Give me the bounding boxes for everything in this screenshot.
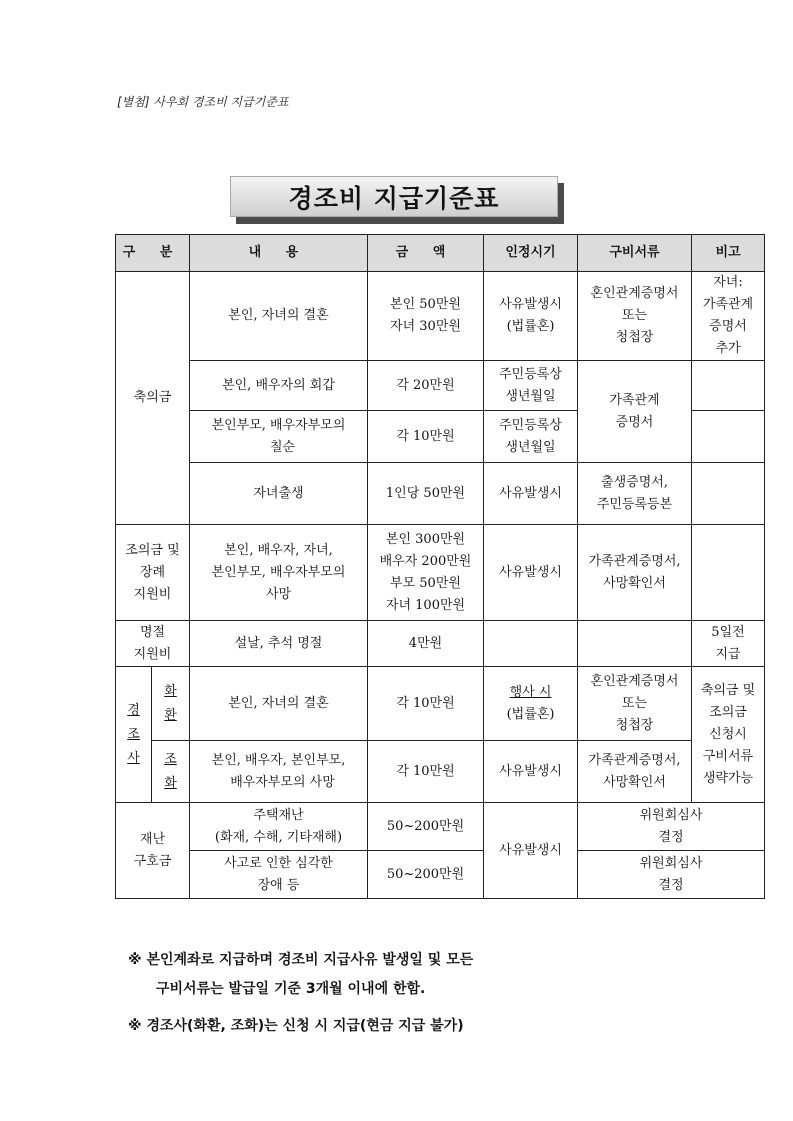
remarks-cell: 5일전 지급 <box>692 621 765 667</box>
table-row <box>116 741 765 803</box>
timing-cell: 사유발생시 <box>484 803 578 899</box>
remarks-cell <box>692 463 765 525</box>
subcategory-flower-wreath: 화 환 <box>152 667 190 741</box>
category-disaster: 재난 구호금 <box>116 803 190 899</box>
table-row <box>116 463 765 525</box>
content-cell: 본인, 자녀의 결혼 <box>190 272 368 361</box>
amount-cell: 각 20만원 <box>368 361 484 411</box>
content-cell: 본인, 자녀의 결혼 <box>190 667 368 741</box>
table-row <box>116 667 765 741</box>
footnote-line: 구비서류는 발급일 기준 3개월 이내에 한함. <box>156 981 426 997</box>
amount-cell: 4만원 <box>368 621 484 667</box>
header-amount: 금 액 <box>368 235 484 272</box>
subcategory-funeral-wreath: 조 화 <box>152 741 190 803</box>
table-row <box>116 525 765 621</box>
review-cell: 위원회심사 결정 <box>578 803 765 851</box>
footnotes <box>128 946 473 1041</box>
content-cell: 주택재난 (화재, 수해, 기타재해) <box>190 803 368 851</box>
footnote-line: ※ 경조사(화환, 조화)는 신청 시 지급(현금 지급 불가) <box>128 1018 464 1034</box>
payment-standard-table <box>115 234 765 899</box>
review-cell: 위원회심사 결정 <box>578 851 765 899</box>
table-row <box>116 851 765 899</box>
timing-cell <box>484 621 578 667</box>
timing-cell: 사유발생시 <box>484 741 578 803</box>
remarks-cell <box>692 525 765 621</box>
table-row <box>116 272 765 361</box>
header-timing: 인정시기 <box>484 235 578 272</box>
amount-cell: 50~200만원 <box>368 851 484 899</box>
category-holiday: 명절 지원비 <box>116 621 190 667</box>
remarks-cell: 축의금 및 조의금 신청시 구비서류 생략가능 <box>692 667 765 803</box>
content-cell: 본인, 배우자의 회갑 <box>190 361 368 411</box>
documents-cell: 가족관계증명서, 사망확인서 <box>578 525 692 621</box>
timing-cell: 사유발생시 (법률혼) <box>484 272 578 361</box>
amount-cell: 본인 300만원 배우자 200만원 부모 50만원 자녀 100만원 <box>368 525 484 621</box>
content-cell: 사고로 인한 심각한 장애 등 <box>190 851 368 899</box>
timing-cell: 행사 시 (법률혼) <box>484 667 578 741</box>
content-cell: 자녀출생 <box>190 463 368 525</box>
documents-cell: 가족관계 증명서 <box>578 361 692 463</box>
footnote-line: ※ 본인계좌로 지급하며 경조비 지급사유 발생일 및 모든 <box>128 952 474 968</box>
timing-cell: 사유발생시 <box>484 525 578 621</box>
remarks-cell <box>692 411 765 463</box>
table-header-row <box>116 235 765 272</box>
category-condolence: 조의금 및 장례 지원비 <box>116 525 190 621</box>
header-documents: 구비서류 <box>578 235 692 272</box>
amount-cell: 각 10만원 <box>368 411 484 463</box>
category-congrats: 축의금 <box>116 272 190 525</box>
content-cell: 본인부모, 배우자부모의 칠순 <box>190 411 368 463</box>
timing-cell: 주민등록상 생년월일 <box>484 361 578 411</box>
content-cell: 본인, 배우자, 자녀, 본인부모, 배우자부모의 사망 <box>190 525 368 621</box>
attachment-caption: [별첨] 사우회 경조비 지급기준표 <box>117 95 289 109</box>
amount-cell: 50~200만원 <box>368 803 484 851</box>
documents-cell: 출생증명서, 주민등록등본 <box>578 463 692 525</box>
page-title: 경조비 지급기준표 <box>230 176 558 217</box>
table-row <box>116 621 765 667</box>
table-row <box>116 361 765 411</box>
header-content: 내 용 <box>190 235 368 272</box>
documents-cell: 가족관계증명서, 사망확인서 <box>578 741 692 803</box>
amount-cell: 본인 50만원 자녀 30만원 <box>368 272 484 361</box>
header-category: 구 분 <box>116 235 190 272</box>
table-row <box>116 803 765 851</box>
documents-cell: 혼인관계증명서 또는 청첩장 <box>578 667 692 741</box>
amount-cell: 각 10만원 <box>368 667 484 741</box>
timing-cell: 사유발생시 <box>484 463 578 525</box>
remarks-cell <box>692 361 765 411</box>
documents-cell <box>578 621 692 667</box>
content-cell: 본인, 배우자, 본인부모, 배우자부모의 사망 <box>190 741 368 803</box>
remarks-cell: 자녀: 가족관계 증명서 추가 <box>692 272 765 361</box>
category-wreath: 경 조 사 <box>116 667 152 803</box>
timing-cell: 주민등록상 생년월일 <box>484 411 578 463</box>
amount-cell: 1인당 50만원 <box>368 463 484 525</box>
documents-cell: 혼인관계증명서 또는 청첩장 <box>578 272 692 361</box>
content-cell: 설날, 추석 명절 <box>190 621 368 667</box>
header-remarks: 비고 <box>692 235 765 272</box>
amount-cell: 각 10만원 <box>368 741 484 803</box>
